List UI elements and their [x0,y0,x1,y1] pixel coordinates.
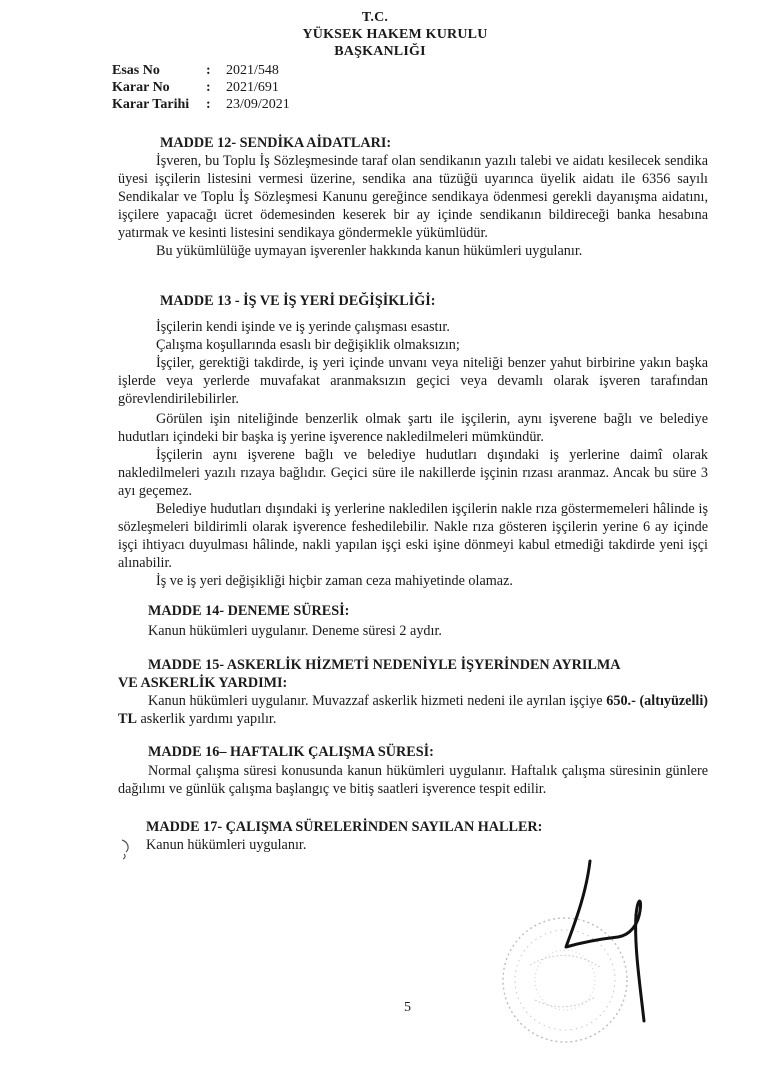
madde-15-title [118,656,708,692]
colon: : [206,80,211,95]
case-info [112,62,290,113]
paragraph: İşveren, bu Toplu İş Sözleşmesinde taraf olan sendikanın yazılı talebi ve aidatı kesilecek sendika üyesi işçilerin listesini vermesi üzerine, sendika ana tüzüğü uyarınca üyelik aidatı ile 6356 sayılı Sendikalar ve Toplu İş Sözleşmesi Kanunu gereğince sendikaya ödenmesi gerekli dayanışma aidatını, işçilere yapacağı ücret ödemesinden keserek bir ay içinde sendikanın bildireceği banka hesabına yatırmak ve kesinti listesini sendikaya göndermekle yükümlüdür. [118,153,708,241]
madde-16-body [118,762,708,798]
madde-16-title [148,743,434,761]
section-title: MADDE 16– HAFTALIK ÇALIŞMA SÜRESİ: [148,744,434,760]
madde-13-title [160,292,436,310]
madde-17-title [146,818,542,836]
text: Kanun hükümleri uygulanır. Muvazzaf askerlik hizmeti nedeni ile ayrılan işçiye [148,693,607,709]
madde-17-body [146,836,306,854]
paragraph [118,692,708,728]
madde-14-body [148,622,442,640]
section-title: MADDE 13 - İŞ VE İŞ YERİ DEĞİŞİKLİĞİ: [160,293,436,309]
karar-no-label: Karar No [112,80,170,95]
paragraph: İşçilerin aynı işverene bağlı ve belediye hudutları dışındaki iş yerlerine daimî olarak nakledilmeleri yazılı rızaya bağlıdır. Geçici süre ile nakillerde işçinin rızası aranmaz. Ancak bu süre 3 ayı geçemez. [118,447,708,499]
karar-tarihi-label: Karar Tarihi [112,97,190,112]
text: askerlik yardımı yapılır. [136,711,277,727]
section-title-cont: VE ASKERLİK YARDIMI: [118,675,288,691]
esas-no-label: Esas No [112,63,160,78]
madde-14-title [148,602,349,620]
madde-12-body [118,152,708,260]
karar-no-row [112,79,290,96]
paragraph: Görülen işin niteliğinde benzerlik olmak şartı ile işçilerin, aynı işverene bağlı ve belediye hudutları içindeki bir başka iş yerine işverence nakledilmeleri mümkündür. [118,411,708,445]
madde-12-title [160,134,391,152]
section-title: MADDE 14- DENEME SÜRESİ: [148,603,350,619]
amount-words: (altıyüzelli) TL [118,693,709,727]
paragraph: İşçiler, gerektiği takdirde, iş yeri içinde unvanı veya niteliği benzer yahut birbirine yakın başka işlerde veya yerlerde muvafakat aranmaksızın geçici veya devamlı olarak işveren tarafından görevlendirilebilirler. [118,355,708,407]
paragraph: Kanun hükümleri uygulanır. Deneme süresi 2 aydır. [148,623,442,639]
paragraph: Kanun hükümleri uygulanır. [146,837,307,853]
karar-tarihi-value: 23/09/2021 [226,97,290,112]
colon: : [206,63,211,78]
paragraph: Belediye hudutları dışındaki iş yerlerine nakledilen işçilerin nakle rıza göstermemeleri hâlinde iş sözleşmeleri bildirimli olarak işverence feshedilebilir. Nakle rıza gösteren işçilerin yerine 6 ay içinde işçi ihtiyacı duyulması hâlinde, nakli yapılan işçi eski işine dönmeyi kabul etmediği takdirde yeni işçi alınabilir. [118,501,708,571]
colon: : [206,97,211,112]
paragraph: İş ve iş yeri değişikliği hiçbir zaman ceza mahiyetinde olamaz. [156,573,513,589]
paragraph: Çalışma koşullarında esaslı bir değişiklik olmaksızın; [156,337,460,353]
madde-13-body [118,318,708,590]
header-tc: T.C. [361,10,389,25]
karar-tarihi-row [112,96,290,113]
header-institution: YÜKSEK HAKEM KURULU [302,27,488,42]
paragraph: Bu yükümlülüğe uymayan işverenler hakkında kanun hükümleri uygulanır. [156,243,583,259]
hand-mark-icon [118,838,134,860]
madde-15-body [118,692,708,728]
paragraph: Normal çalışma süresi konusunda kanun hükümleri uygulanır. Haftalık çalışma süresinin günlere dağılımı ve günlük çalışma başlangıç ve bitiş saatleri işverence tespit edilir. [118,763,708,797]
section-title: MADDE 12- SENDİKA AİDATLARI: [160,135,392,151]
page-number: 5 [404,1000,411,1015]
handwritten-signature-icon [560,855,670,1025]
esas-no-value: 2021/548 [226,63,279,78]
section-title: MADDE 17- ÇALIŞMA SÜRELERİNDEN SAYILAN HALLER: [146,819,543,835]
paragraph: İşçilerin kendi işinde ve iş yerinde çalışması esastır. [156,319,450,335]
karar-no-value: 2021/691 [226,80,279,95]
header-presidency: BAŞKANLIĞI [334,44,426,59]
section-title: MADDE 15- ASKERLİK HİZMETİ NEDENİYLE İŞYERİNDEN AYRILMA [148,657,621,673]
amount: 650.- [606,693,636,709]
esas-no-row [112,62,290,79]
